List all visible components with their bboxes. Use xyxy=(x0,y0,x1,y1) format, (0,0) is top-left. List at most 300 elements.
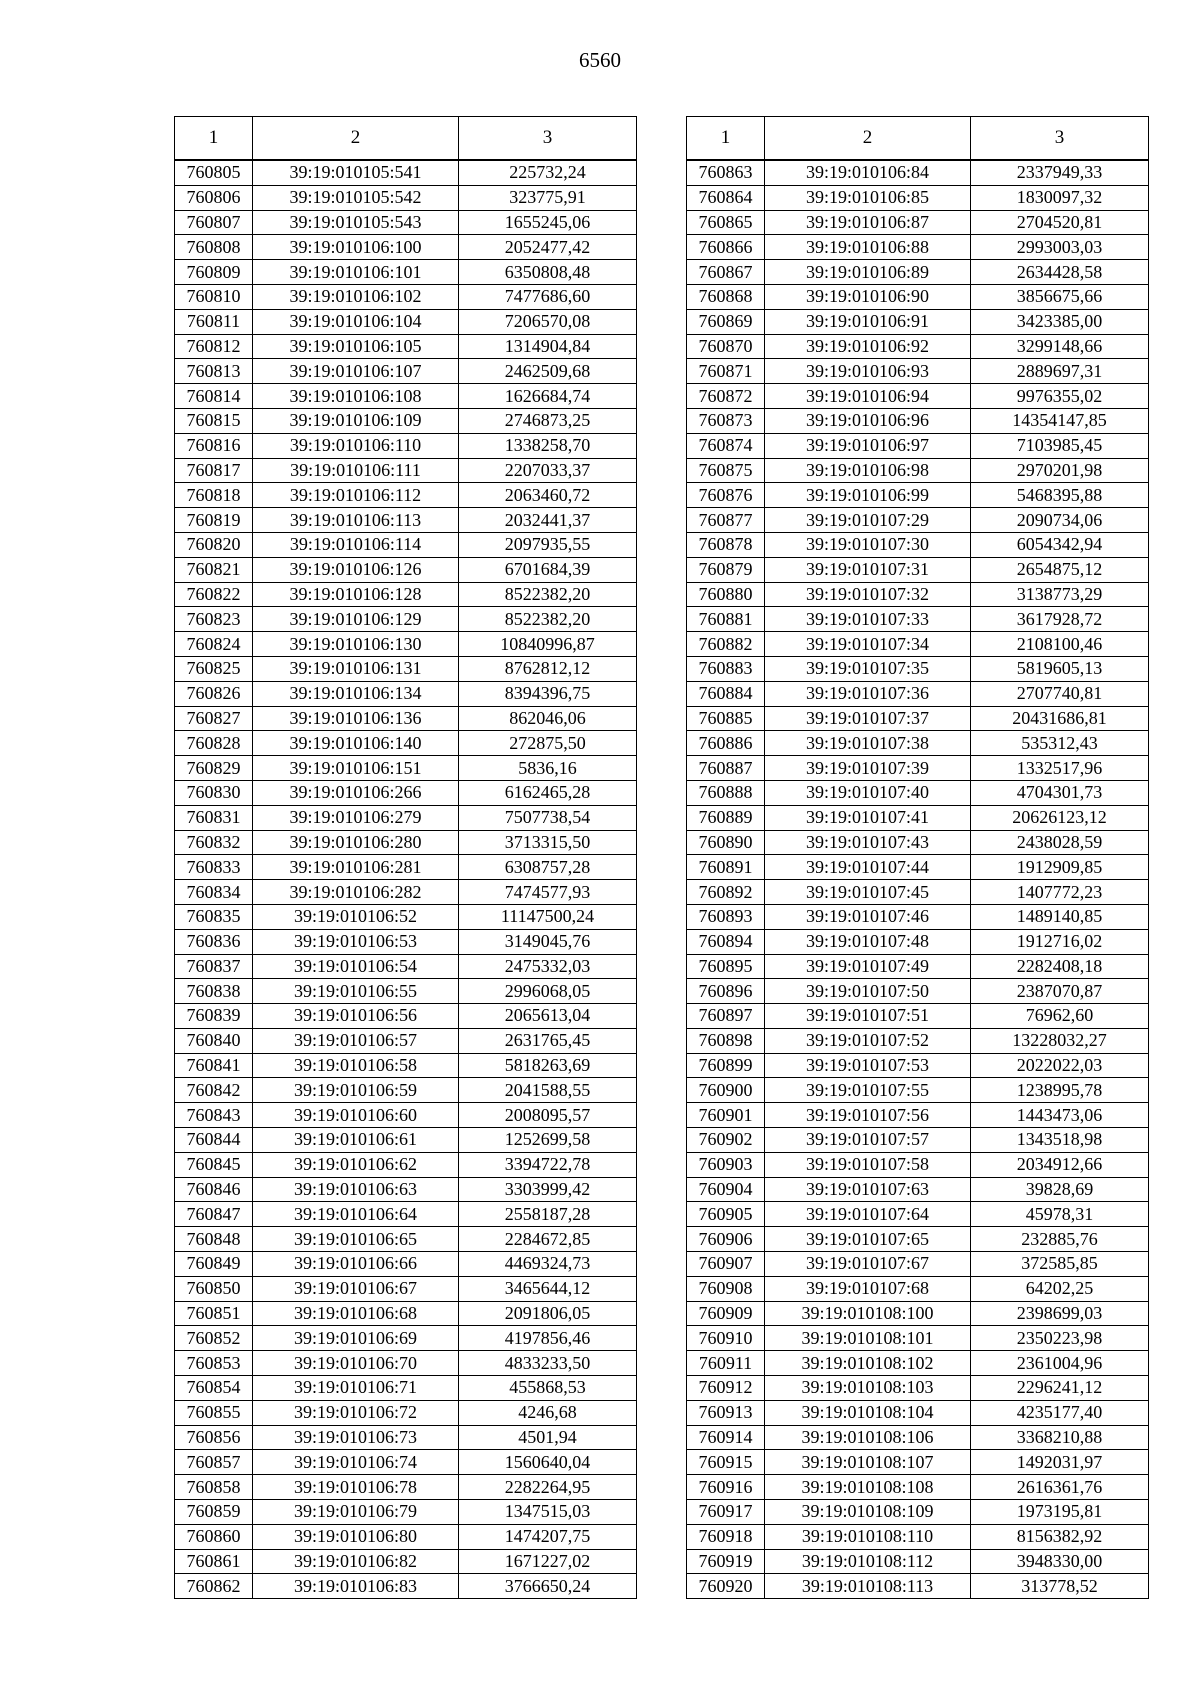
cadastral-number-cell: 39:19:010107:39 xyxy=(765,756,971,781)
table-row xyxy=(175,334,637,359)
cadastral-number-cell: 39:19:010107:33 xyxy=(765,607,971,632)
cadastral-number-cell: 39:19:010106:109 xyxy=(253,408,459,433)
table-row xyxy=(175,1103,637,1128)
cadastral-number-cell: 39:19:010108:112 xyxy=(765,1549,971,1574)
value-cell: 3149045,76 xyxy=(459,929,637,954)
column-header-2: 2 xyxy=(765,117,971,161)
table-row xyxy=(687,1004,1149,1029)
value-cell: 1443473,06 xyxy=(971,1103,1149,1128)
row-number-cell: 760898 xyxy=(687,1028,765,1053)
row-number-cell: 760886 xyxy=(687,731,765,756)
value-cell: 5468395,88 xyxy=(971,483,1149,508)
value-cell: 2008095,57 xyxy=(459,1103,637,1128)
row-number-cell: 760811 xyxy=(175,309,253,334)
value-cell: 7103985,45 xyxy=(971,433,1149,458)
table-row xyxy=(175,508,637,533)
table-row xyxy=(687,185,1149,210)
cadastral-number-cell: 39:19:010106:56 xyxy=(253,1004,459,1029)
table-row xyxy=(175,458,637,483)
value-cell: 7474577,93 xyxy=(459,880,637,905)
table-row xyxy=(687,855,1149,880)
value-cell: 8394396,75 xyxy=(459,681,637,706)
cadastral-number-cell: 39:19:010106:65 xyxy=(253,1227,459,1252)
row-number-cell: 760817 xyxy=(175,458,253,483)
cadastral-number-cell: 39:19:010106:107 xyxy=(253,359,459,384)
table-row xyxy=(175,1227,637,1252)
value-cell: 3299148,66 xyxy=(971,334,1149,359)
value-cell: 862046,06 xyxy=(459,706,637,731)
cadastral-number-cell: 39:19:010107:37 xyxy=(765,706,971,731)
table-row xyxy=(175,1549,637,1574)
row-number-cell: 760844 xyxy=(175,1128,253,1153)
table-row xyxy=(687,1475,1149,1500)
cadastral-number-cell: 39:19:010106:52 xyxy=(253,904,459,929)
left-table xyxy=(174,116,637,1599)
value-cell: 313778,52 xyxy=(971,1574,1149,1599)
value-cell: 2889697,31 xyxy=(971,359,1149,384)
value-cell: 4469324,73 xyxy=(459,1252,637,1277)
cadastral-number-cell: 39:19:010106:279 xyxy=(253,805,459,830)
row-number-cell: 760915 xyxy=(687,1450,765,1475)
table-row xyxy=(687,384,1149,409)
cadastral-number-cell: 39:19:010106:66 xyxy=(253,1252,459,1277)
value-cell: 2034912,66 xyxy=(971,1152,1149,1177)
value-cell: 1655245,06 xyxy=(459,210,637,235)
value-cell: 2746873,25 xyxy=(459,408,637,433)
table-row xyxy=(687,1276,1149,1301)
table-row xyxy=(687,880,1149,905)
table-row xyxy=(687,1152,1149,1177)
row-number-cell: 760908 xyxy=(687,1276,765,1301)
table-row xyxy=(687,1078,1149,1103)
value-cell: 2654875,12 xyxy=(971,557,1149,582)
value-cell: 2282264,95 xyxy=(459,1475,637,1500)
row-number-cell: 760889 xyxy=(687,805,765,830)
table-row xyxy=(175,1177,637,1202)
cadastral-number-cell: 39:19:010106:110 xyxy=(253,433,459,458)
value-cell: 2032441,37 xyxy=(459,508,637,533)
cadastral-number-cell: 39:19:010108:101 xyxy=(765,1326,971,1351)
row-number-cell: 760838 xyxy=(175,979,253,1004)
value-cell: 6054342,94 xyxy=(971,532,1149,557)
cadastral-number-cell: 39:19:010108:102 xyxy=(765,1351,971,1376)
row-number-cell: 760902 xyxy=(687,1128,765,1153)
table-row xyxy=(175,1301,637,1326)
value-cell: 3713315,50 xyxy=(459,830,637,855)
value-cell: 455868,53 xyxy=(459,1376,637,1401)
cadastral-number-cell: 39:19:010106:72 xyxy=(253,1400,459,1425)
column-header-1: 1 xyxy=(175,117,253,161)
row-number-cell: 760814 xyxy=(175,384,253,409)
cadastral-number-cell: 39:19:010106:94 xyxy=(765,384,971,409)
row-number-cell: 760852 xyxy=(175,1326,253,1351)
row-number-cell: 760831 xyxy=(175,805,253,830)
value-cell: 2022022,03 xyxy=(971,1053,1149,1078)
table-row xyxy=(175,880,637,905)
table-row xyxy=(687,210,1149,235)
row-number-cell: 760825 xyxy=(175,656,253,681)
table-row xyxy=(175,731,637,756)
table-row xyxy=(175,780,637,805)
row-number-cell: 760875 xyxy=(687,458,765,483)
value-cell: 3394722,78 xyxy=(459,1152,637,1177)
value-cell: 11147500,24 xyxy=(459,904,637,929)
row-number-cell: 760822 xyxy=(175,582,253,607)
row-number-cell: 760823 xyxy=(175,607,253,632)
cadastral-number-cell: 39:19:010106:98 xyxy=(765,458,971,483)
cadastral-number-cell: 39:19:010106:87 xyxy=(765,210,971,235)
cadastral-number-cell: 39:19:010107:53 xyxy=(765,1053,971,1078)
table-row xyxy=(687,1524,1149,1549)
value-cell: 2207033,37 xyxy=(459,458,637,483)
cadastral-number-cell: 39:19:010108:108 xyxy=(765,1475,971,1500)
value-cell: 2993003,03 xyxy=(971,235,1149,260)
value-cell: 2558187,28 xyxy=(459,1202,637,1227)
value-cell: 6350808,48 xyxy=(459,260,637,285)
table-row xyxy=(175,1152,637,1177)
cadastral-number-cell: 39:19:010106:78 xyxy=(253,1475,459,1500)
cadastral-number-cell: 39:19:010106:97 xyxy=(765,433,971,458)
cadastral-number-cell: 39:19:010106:57 xyxy=(253,1028,459,1053)
row-number-cell: 760909 xyxy=(687,1301,765,1326)
table-row xyxy=(175,557,637,582)
cadastral-number-cell: 39:19:010107:41 xyxy=(765,805,971,830)
row-number-cell: 760855 xyxy=(175,1400,253,1425)
cadastral-number-cell: 39:19:010106:131 xyxy=(253,656,459,681)
cadastral-number-cell: 39:19:010107:65 xyxy=(765,1227,971,1252)
table-row xyxy=(687,1326,1149,1351)
value-cell: 4197856,46 xyxy=(459,1326,637,1351)
cadastral-number-cell: 39:19:010106:112 xyxy=(253,483,459,508)
table-row xyxy=(175,1004,637,1029)
cadastral-number-cell: 39:19:010106:79 xyxy=(253,1500,459,1525)
cadastral-number-cell: 39:19:010106:68 xyxy=(253,1301,459,1326)
table-row xyxy=(687,1549,1149,1574)
cadastral-number-cell: 39:19:010106:108 xyxy=(253,384,459,409)
table-row xyxy=(687,830,1149,855)
value-cell: 2616361,76 xyxy=(971,1475,1149,1500)
table-row xyxy=(175,284,637,309)
value-cell: 2387070,87 xyxy=(971,979,1149,1004)
value-cell: 1338258,70 xyxy=(459,433,637,458)
value-cell: 372585,85 xyxy=(971,1252,1149,1277)
cadastral-number-cell: 39:19:010107:48 xyxy=(765,929,971,954)
row-number-cell: 760830 xyxy=(175,780,253,805)
cadastral-number-cell: 39:19:010106:88 xyxy=(765,235,971,260)
table-row xyxy=(687,731,1149,756)
table-row xyxy=(175,408,637,433)
row-number-cell: 760841 xyxy=(175,1053,253,1078)
value-cell: 1973195,81 xyxy=(971,1500,1149,1525)
cadastral-number-cell: 39:19:010108:109 xyxy=(765,1500,971,1525)
value-cell: 2707740,81 xyxy=(971,681,1149,706)
table-row xyxy=(175,979,637,1004)
cadastral-number-cell: 39:19:010107:46 xyxy=(765,904,971,929)
value-cell: 2284672,85 xyxy=(459,1227,637,1252)
row-number-cell: 760856 xyxy=(175,1425,253,1450)
value-cell: 2704520,81 xyxy=(971,210,1149,235)
table-row xyxy=(687,1425,1149,1450)
table-row xyxy=(687,954,1149,979)
value-cell: 8522382,20 xyxy=(459,582,637,607)
table-row xyxy=(687,483,1149,508)
value-cell: 2282408,18 xyxy=(971,954,1149,979)
table-row xyxy=(687,904,1149,929)
value-cell: 8156382,92 xyxy=(971,1524,1149,1549)
row-number-cell: 760858 xyxy=(175,1475,253,1500)
table-row xyxy=(687,780,1149,805)
table-row xyxy=(175,185,637,210)
value-cell: 2996068,05 xyxy=(459,979,637,1004)
table-row xyxy=(175,756,637,781)
value-cell: 20431686,81 xyxy=(971,706,1149,731)
value-cell: 5836,16 xyxy=(459,756,637,781)
value-cell: 2097935,55 xyxy=(459,532,637,557)
table-row xyxy=(687,1103,1149,1128)
table-row xyxy=(175,1252,637,1277)
value-cell: 1332517,96 xyxy=(971,756,1149,781)
value-cell: 2296241,12 xyxy=(971,1376,1149,1401)
table-row xyxy=(175,855,637,880)
row-number-cell: 760870 xyxy=(687,334,765,359)
table-row xyxy=(687,557,1149,582)
cadastral-number-cell: 39:19:010106:53 xyxy=(253,929,459,954)
row-number-cell: 760839 xyxy=(175,1004,253,1029)
value-cell: 1489140,85 xyxy=(971,904,1149,929)
value-cell: 6162465,28 xyxy=(459,780,637,805)
table-row xyxy=(175,1400,637,1425)
table-row xyxy=(175,954,637,979)
table-row xyxy=(175,607,637,632)
value-cell: 2091806,05 xyxy=(459,1301,637,1326)
cadastral-number-cell: 39:19:010105:542 xyxy=(253,185,459,210)
row-number-cell: 760836 xyxy=(175,929,253,954)
cadastral-number-cell: 39:19:010106:59 xyxy=(253,1078,459,1103)
row-number-cell: 760848 xyxy=(175,1227,253,1252)
cadastral-number-cell: 39:19:010107:45 xyxy=(765,880,971,905)
row-number-cell: 760820 xyxy=(175,532,253,557)
value-cell: 1626684,74 xyxy=(459,384,637,409)
value-cell: 323775,91 xyxy=(459,185,637,210)
value-cell: 2438028,59 xyxy=(971,830,1149,855)
value-cell: 7206570,08 xyxy=(459,309,637,334)
row-number-cell: 760842 xyxy=(175,1078,253,1103)
row-number-cell: 760872 xyxy=(687,384,765,409)
cadastral-number-cell: 39:19:010107:52 xyxy=(765,1028,971,1053)
value-cell: 7507738,54 xyxy=(459,805,637,830)
table-row xyxy=(175,1376,637,1401)
table-row xyxy=(175,681,637,706)
cadastral-number-cell: 39:19:010106:101 xyxy=(253,260,459,285)
row-number-cell: 760920 xyxy=(687,1574,765,1599)
value-cell: 8762812,12 xyxy=(459,656,637,681)
cadastral-number-cell: 39:19:010107:55 xyxy=(765,1078,971,1103)
table-row xyxy=(687,284,1149,309)
cadastral-number-cell: 39:19:010107:31 xyxy=(765,557,971,582)
value-cell: 2090734,06 xyxy=(971,508,1149,533)
row-number-cell: 760834 xyxy=(175,880,253,905)
row-number-cell: 760850 xyxy=(175,1276,253,1301)
value-cell: 8522382,20 xyxy=(459,607,637,632)
value-cell: 3617928,72 xyxy=(971,607,1149,632)
left-table-body xyxy=(175,160,637,1599)
cadastral-number-cell: 39:19:010106:128 xyxy=(253,582,459,607)
row-number-cell: 760809 xyxy=(175,260,253,285)
value-cell: 3766650,24 xyxy=(459,1574,637,1599)
value-cell: 9976355,02 xyxy=(971,384,1149,409)
cadastral-number-cell: 39:19:010105:541 xyxy=(253,160,459,185)
table-row xyxy=(687,359,1149,384)
row-number-cell: 760888 xyxy=(687,780,765,805)
table-row xyxy=(175,632,637,657)
cadastral-number-cell: 39:19:010107:68 xyxy=(765,1276,971,1301)
column-header-1: 1 xyxy=(687,117,765,161)
table-row xyxy=(175,260,637,285)
cadastral-number-cell: 39:19:010108:107 xyxy=(765,1450,971,1475)
cadastral-number-cell: 39:19:010106:114 xyxy=(253,532,459,557)
row-number-cell: 760914 xyxy=(687,1425,765,1450)
row-number-cell: 760868 xyxy=(687,284,765,309)
table-row xyxy=(687,607,1149,632)
table-row xyxy=(687,408,1149,433)
table-row xyxy=(687,1053,1149,1078)
cadastral-number-cell: 39:19:010106:111 xyxy=(253,458,459,483)
cadastral-number-cell: 39:19:010106:136 xyxy=(253,706,459,731)
row-number-cell: 760832 xyxy=(175,830,253,855)
row-number-cell: 760899 xyxy=(687,1053,765,1078)
table-row xyxy=(687,235,1149,260)
cadastral-number-cell: 39:19:010106:100 xyxy=(253,235,459,260)
cadastral-number-cell: 39:19:010106:82 xyxy=(253,1549,459,1574)
row-number-cell: 760861 xyxy=(175,1549,253,1574)
value-cell: 535312,43 xyxy=(971,731,1149,756)
row-number-cell: 760808 xyxy=(175,235,253,260)
row-number-cell: 760874 xyxy=(687,433,765,458)
row-number-cell: 760880 xyxy=(687,582,765,607)
row-number-cell: 760881 xyxy=(687,607,765,632)
value-cell: 1560640,04 xyxy=(459,1450,637,1475)
cadastral-number-cell: 39:19:010106:63 xyxy=(253,1177,459,1202)
value-cell: 2063460,72 xyxy=(459,483,637,508)
cadastral-number-cell: 39:19:010106:280 xyxy=(253,830,459,855)
cadastral-number-cell: 39:19:010107:29 xyxy=(765,508,971,533)
table-row xyxy=(175,359,637,384)
table-row xyxy=(175,1450,637,1475)
table-row xyxy=(175,1202,637,1227)
cadastral-number-cell: 39:19:010105:543 xyxy=(253,210,459,235)
cadastral-number-cell: 39:19:010106:105 xyxy=(253,334,459,359)
value-cell: 1407772,23 xyxy=(971,880,1149,905)
table-row xyxy=(175,1475,637,1500)
cadastral-number-cell: 39:19:010106:281 xyxy=(253,855,459,880)
cadastral-number-cell: 39:19:010106:54 xyxy=(253,954,459,979)
table-row xyxy=(175,483,637,508)
row-number-cell: 760835 xyxy=(175,904,253,929)
row-number-cell: 760907 xyxy=(687,1252,765,1277)
row-number-cell: 760843 xyxy=(175,1103,253,1128)
row-number-cell: 760847 xyxy=(175,1202,253,1227)
table-row xyxy=(687,309,1149,334)
cadastral-number-cell: 39:19:010107:34 xyxy=(765,632,971,657)
table-row xyxy=(175,532,637,557)
row-number-cell: 760821 xyxy=(175,557,253,582)
row-number-cell: 760869 xyxy=(687,309,765,334)
table-row xyxy=(687,1028,1149,1053)
row-number-cell: 760816 xyxy=(175,433,253,458)
row-number-cell: 760854 xyxy=(175,1376,253,1401)
value-cell: 4704301,73 xyxy=(971,780,1149,805)
table-row xyxy=(687,1301,1149,1326)
row-number-cell: 760827 xyxy=(175,706,253,731)
row-number-cell: 760863 xyxy=(687,160,765,185)
value-cell: 3368210,88 xyxy=(971,1425,1149,1450)
value-cell: 2041588,55 xyxy=(459,1078,637,1103)
cadastral-number-cell: 39:19:010107:67 xyxy=(765,1252,971,1277)
value-cell: 7477686,60 xyxy=(459,284,637,309)
value-cell: 76962,60 xyxy=(971,1004,1149,1029)
cadastral-number-cell: 39:19:010108:104 xyxy=(765,1400,971,1425)
value-cell: 2462509,68 xyxy=(459,359,637,384)
table-row xyxy=(687,1177,1149,1202)
row-number-cell: 760887 xyxy=(687,756,765,781)
row-number-cell: 760807 xyxy=(175,210,253,235)
table-row xyxy=(175,384,637,409)
cadastral-number-cell: 39:19:010106:134 xyxy=(253,681,459,706)
row-number-cell: 760810 xyxy=(175,284,253,309)
cadastral-number-cell: 39:19:010108:110 xyxy=(765,1524,971,1549)
table-row xyxy=(175,1128,637,1153)
table-header-row xyxy=(175,117,637,161)
row-number-cell: 760900 xyxy=(687,1078,765,1103)
cadastral-number-cell: 39:19:010106:140 xyxy=(253,731,459,756)
row-number-cell: 760845 xyxy=(175,1152,253,1177)
row-number-cell: 760895 xyxy=(687,954,765,979)
value-cell: 1492031,97 xyxy=(971,1450,1149,1475)
table-row xyxy=(175,1028,637,1053)
cadastral-number-cell: 39:19:010106:91 xyxy=(765,309,971,334)
row-number-cell: 760878 xyxy=(687,532,765,557)
value-cell: 1912716,02 xyxy=(971,929,1149,954)
value-cell: 1252699,58 xyxy=(459,1128,637,1153)
row-number-cell: 760891 xyxy=(687,855,765,880)
row-number-cell: 760882 xyxy=(687,632,765,657)
cadastral-number-cell: 39:19:010106:126 xyxy=(253,557,459,582)
row-number-cell: 760896 xyxy=(687,979,765,1004)
row-number-cell: 760837 xyxy=(175,954,253,979)
value-cell: 2065613,04 xyxy=(459,1004,637,1029)
row-number-cell: 760905 xyxy=(687,1202,765,1227)
cadastral-number-cell: 39:19:010107:57 xyxy=(765,1128,971,1153)
row-number-cell: 760849 xyxy=(175,1252,253,1277)
value-cell: 3423385,00 xyxy=(971,309,1149,334)
cadastral-number-cell: 39:19:010107:63 xyxy=(765,1177,971,1202)
value-cell: 1343518,98 xyxy=(971,1128,1149,1153)
cadastral-number-cell: 39:19:010107:35 xyxy=(765,656,971,681)
row-number-cell: 760890 xyxy=(687,830,765,855)
row-number-cell: 760857 xyxy=(175,1450,253,1475)
column-header-2: 2 xyxy=(253,117,459,161)
value-cell: 6701684,39 xyxy=(459,557,637,582)
table-row xyxy=(687,706,1149,731)
row-number-cell: 760912 xyxy=(687,1376,765,1401)
value-cell: 2350223,98 xyxy=(971,1326,1149,1351)
cadastral-number-cell: 39:19:010106:151 xyxy=(253,756,459,781)
cadastral-number-cell: 39:19:010107:49 xyxy=(765,954,971,979)
cadastral-number-cell: 39:19:010108:113 xyxy=(765,1574,971,1599)
table-row xyxy=(175,1425,637,1450)
table-header-row xyxy=(687,117,1149,161)
value-cell: 1912909,85 xyxy=(971,855,1149,880)
